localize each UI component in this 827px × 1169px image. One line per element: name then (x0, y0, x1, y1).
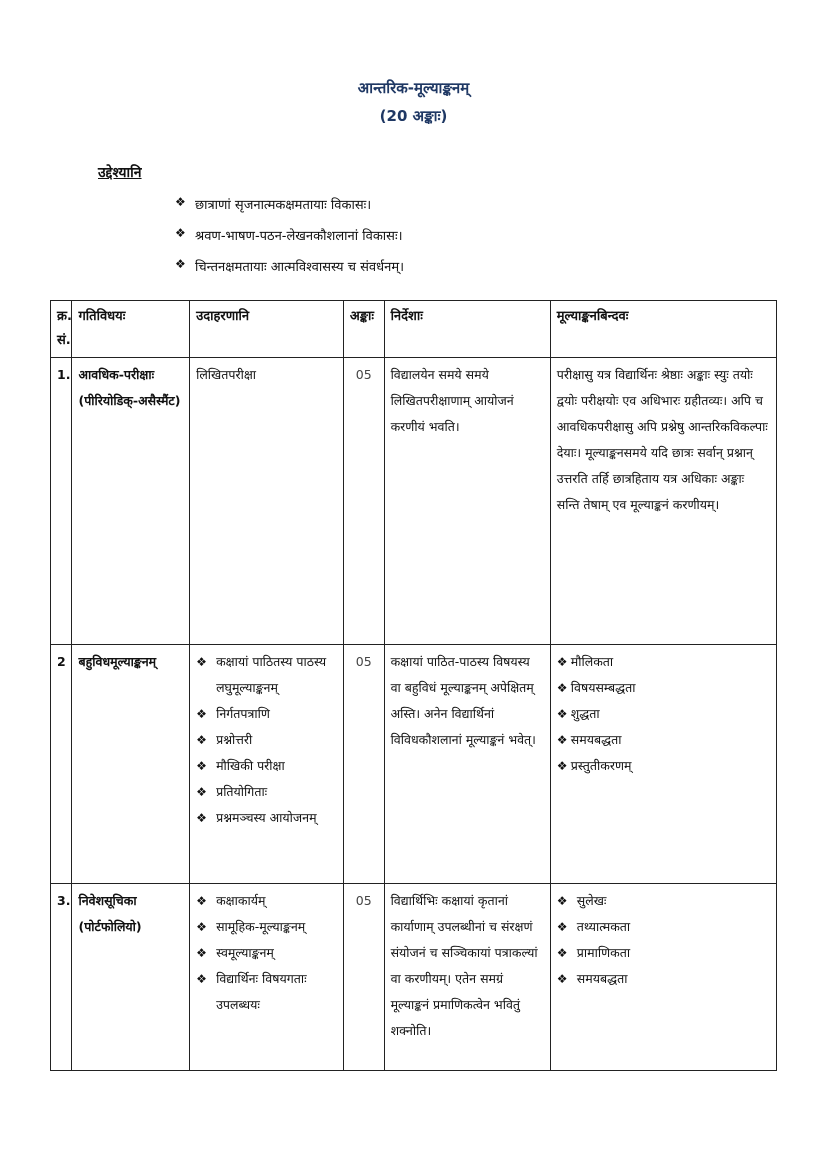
list-item: ❖ प्रतियोगिताः (196, 779, 337, 805)
header-examples: उदाहरणानि (190, 301, 344, 358)
diamond-bullet-icon: ❖ (175, 195, 186, 209)
diamond-bullet-icon: ❖ (556, 920, 568, 934)
row-points (550, 884, 776, 1071)
row-points: परीक्षासु यत्र विद्यार्थिनः श्रेष्ठाः अङ्काः स्युः तयोः द्वयोः परीक्षयोः एव अधिभारः ग्रहीतव्यः। अपि च आवधिकपरीक्षासु अपि प्रश्नेषु आन्तरिकविकल्पाः देयाः। मूल्याङ्कनसमये यदि छात्रः सर्वान् प्रश्नान् उत्तरति तर्हि छात्रहिताय यत्र अधिकाः अङ्काः सन्ति तेषाम् एव मूल्याङ्कनं करणीयम्। (550, 358, 776, 645)
list-item: ❖ स्वमूल्याङ्कनम् (196, 940, 337, 966)
header-marks: अङ्काः (343, 301, 384, 358)
header-activity: गतिविधयः (72, 301, 190, 358)
row-number: 1. (51, 358, 72, 645)
row-points (550, 645, 776, 884)
diamond-bullet-icon: ❖ (196, 655, 207, 669)
list-item: ❖ समयबद्धता (557, 727, 770, 753)
list-item: ❖ छात्राणां सृजनात्मकक्षमतायाः विकासः। (175, 195, 372, 213)
diamond-bullet-icon: ❖ (196, 894, 207, 908)
table-row (51, 884, 777, 1071)
row-examples (190, 884, 344, 1071)
table-row (51, 645, 777, 884)
row-activity: आवधिक-परीक्षाः (पीरियोडिक्-असैस्मैंट) (72, 358, 190, 645)
list-item: ❖ कक्षाकार्यम् (196, 888, 337, 914)
objectives-heading: उद्देश्यानि (98, 165, 142, 181)
diamond-bullet-icon: ❖ (196, 946, 207, 960)
list-item: ❖ मौलिकता (557, 649, 770, 675)
list-item: ❖ प्रश्नोत्तरी (196, 727, 337, 753)
table-header-row (51, 301, 777, 358)
row-examples: लिखितपरीक्षा (190, 358, 344, 645)
diamond-bullet-icon: ❖ (556, 733, 568, 747)
list-item: ❖ तथ्यात्मकता (557, 914, 770, 940)
row-activity: बहुविधमूल्याङ्कनम् (72, 645, 190, 884)
list-item: ❖ चिन्तनक्षमतायाः आत्मविश्वासस्य च संवर्धनम्। (175, 257, 405, 275)
page-title: आन्तरिक-मूल्याङ्कनम् (357, 79, 470, 97)
diamond-bullet-icon: ❖ (196, 920, 207, 934)
diamond-bullet-icon: ❖ (196, 759, 207, 773)
diamond-bullet-icon: ❖ (196, 733, 207, 747)
list-item: ❖ विद्यार्थिनः विषयगताः उपलब्धयः (196, 966, 337, 1018)
diamond-bullet-icon: ❖ (175, 257, 186, 271)
diamond-bullet-icon: ❖ (556, 655, 568, 669)
page-subtitle: (20 अङ्काः) (379, 107, 448, 125)
diamond-bullet-icon: ❖ (175, 226, 186, 240)
row-directions: विद्यालयेन समये समये लिखितपरीक्षाणाम् आयोजनं करणीयं भवति। (384, 358, 550, 645)
list-item: ❖ प्रश्नमञ्चस्य आयोजनम् (196, 805, 337, 831)
list-item: ❖ शुद्धता (557, 701, 770, 727)
diamond-bullet-icon: ❖ (196, 972, 207, 986)
header-serial: क्र. सं. (51, 301, 72, 358)
list-item: ❖ कक्षायां पाठितस्य पाठस्य लघुमूल्याङ्कनम् (196, 649, 337, 701)
table-row (51, 358, 777, 645)
diamond-bullet-icon: ❖ (556, 972, 568, 986)
header-directions: निर्देशाः (384, 301, 550, 358)
list-item: ❖ निर्गतपत्राणि (196, 701, 337, 727)
diamond-bullet-icon: ❖ (196, 785, 207, 799)
row-number: 2 (51, 645, 72, 884)
assessment-table (50, 300, 777, 1071)
diamond-bullet-icon: ❖ (556, 946, 568, 960)
list-item: ❖ प्रामाणिकता (557, 940, 770, 966)
diamond-bullet-icon: ❖ (556, 759, 568, 773)
row-activity: निवेशसूचिका (पोर्टफोलियो) (72, 884, 190, 1071)
list-item: ❖ विषयसम्बद्धता (557, 675, 770, 701)
diamond-bullet-icon: ❖ (556, 707, 568, 721)
diamond-bullet-icon: ❖ (556, 681, 568, 695)
diamond-bullet-icon: ❖ (196, 707, 207, 721)
list-item: ❖ सुलेखः (557, 888, 770, 914)
diamond-bullet-icon: ❖ (196, 811, 207, 825)
row-directions: विद्यार्थिभिः कक्षायां कृतानां कार्याणाम् उपलब्धीनां च संरक्षणं संयोजनं च सञ्चिकायां पत्राकल्यां वा करणीयम्। एतेन समग्रं मूल्याङ्कनं प्रमाणिकत्वेन भवितुं शक्नोति। (384, 884, 550, 1071)
row-examples (190, 645, 344, 884)
objectives-list (175, 195, 404, 288)
list-item: ❖ सामूहिक-मूल्याङ्कनम् (196, 914, 337, 940)
list-item: ❖ समयबद्धता (557, 966, 770, 992)
list-item: ❖ श्रवण-भाषण-पठन-लेखनकौशलानां विकासः। (175, 226, 403, 244)
row-directions: कक्षायां पाठित-पाठस्य विषयस्य वा बहुविधं मूल्याङ्कनम् अपेक्षितम् अस्ति। अनेन विद्यार्थिनां विविधकौशलानां मूल्याङ्कनं भवेत्। (384, 645, 550, 884)
list-item: ❖ प्रस्तुतीकरणम् (557, 753, 770, 779)
header-points: मूल्याङ्कनबिन्दवः (550, 301, 776, 358)
row-marks: 05 (343, 645, 384, 884)
list-item: ❖ मौखिकी परीक्षा (196, 753, 337, 779)
row-number: 3. (51, 884, 72, 1071)
row-marks: 05 (343, 884, 384, 1071)
row-marks: 05 (343, 358, 384, 645)
diamond-bullet-icon: ❖ (556, 894, 568, 908)
